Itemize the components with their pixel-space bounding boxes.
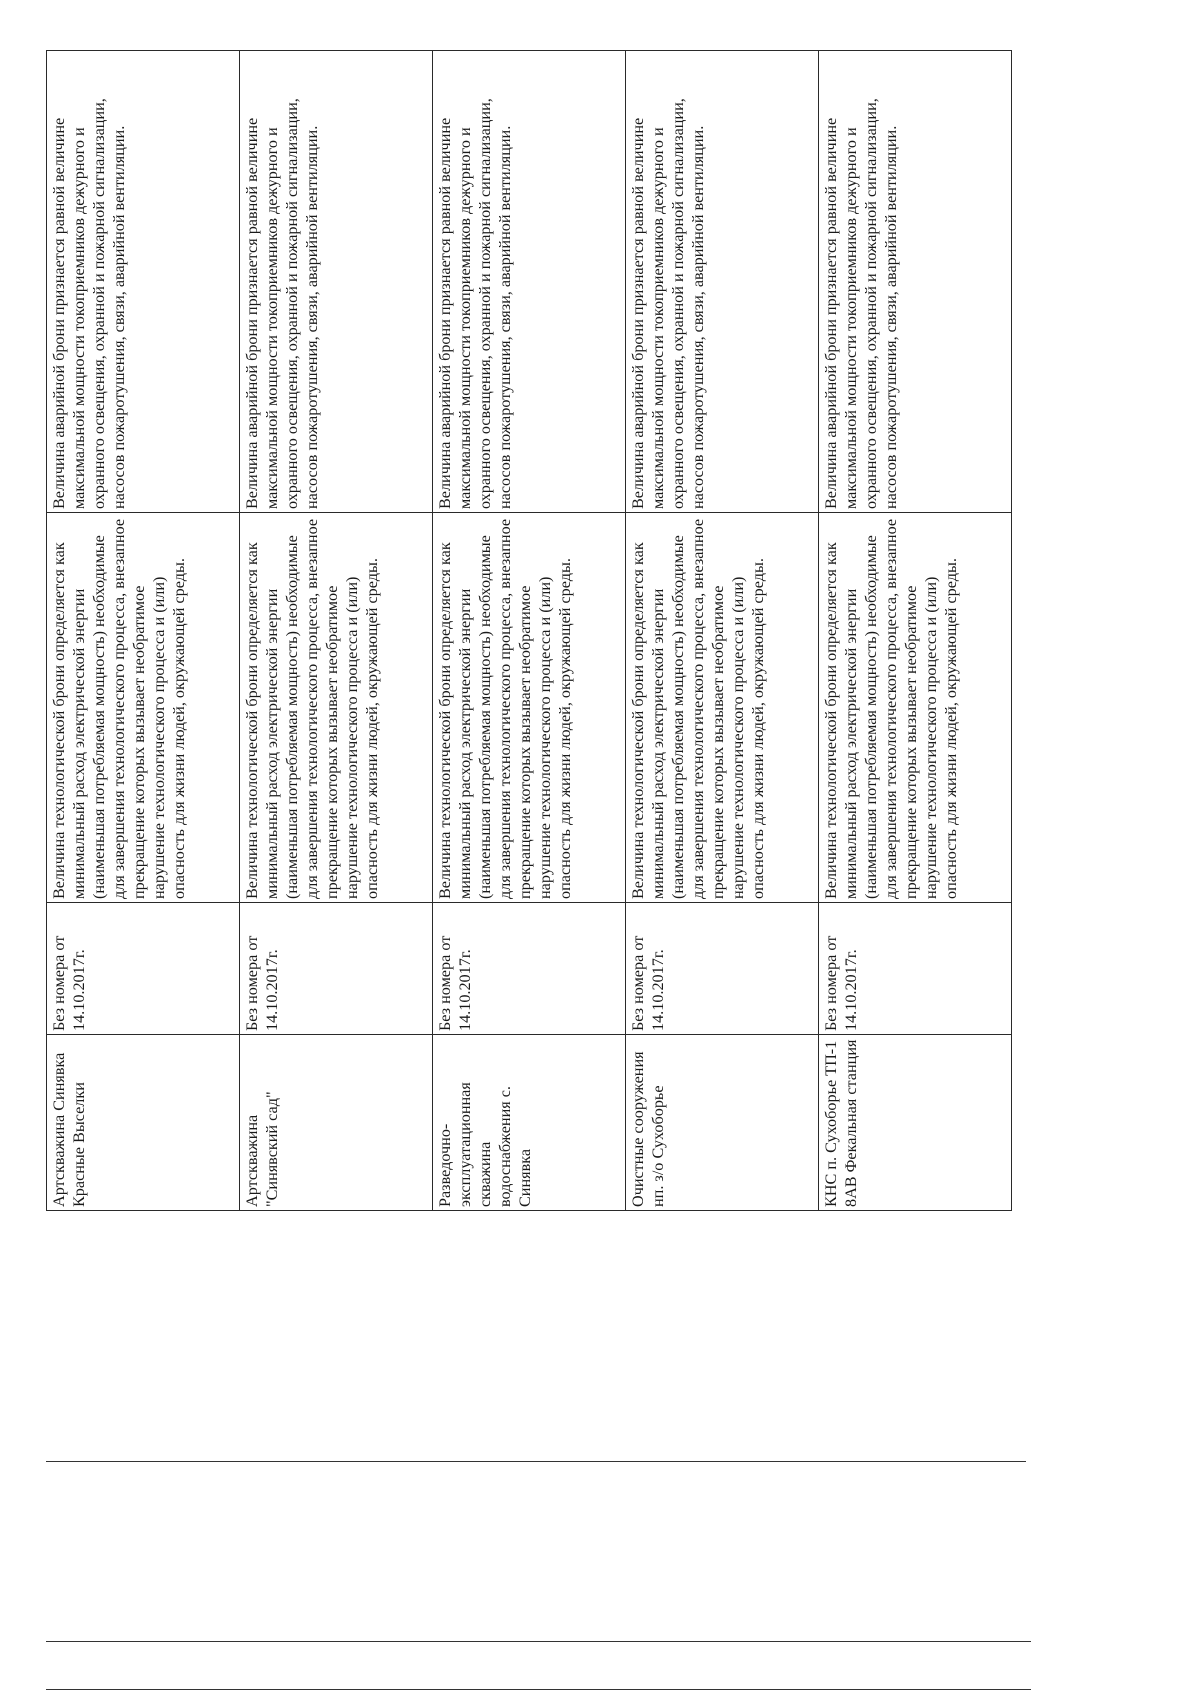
technological-reserve-cell: Величина технологической брони определяется как минимальный расход электрической энергии (наименьшая потребляемая мощность) необходимые для завершения технологического процесса, внезапное прекращение которых вызывает необратимое нарушение технологического процесса и (или) опасность для жизни людей, окружающей среды. bbox=[819, 513, 1012, 903]
document-cell: Без номера от 14.10.2017г. bbox=[819, 903, 1012, 1035]
object-name-cell: Очистные сооружения нп. з/о Сухоборье bbox=[626, 1035, 819, 1211]
technological-reserve-cell: Величина технологической брони определяется как минимальный расход электрической энергии (наименьшая потребляемая мощность) необходимые для завершения технологического процесса, внезапное прекращение которых вызывает необратимое нарушение технологического процесса и (или) опасность для жизни людей, окружающей среды. bbox=[240, 513, 433, 903]
power-reserve-table bbox=[46, 50, 1012, 1211]
emergency-reserve-cell: Величина аварийной брони признается равной величине максимальной мощности токоприемников дежурного и охранного освещения, охранной и пожарной сигнализации, насосов пожаротушения, связи, аварийной вентиляции. bbox=[626, 51, 819, 513]
object-name-cell: Артскважина Синявка Красные Выселки bbox=[47, 1035, 240, 1211]
horizontal-rule bbox=[46, 1689, 1031, 1690]
emergency-reserve-cell: Величина аварийной брони признается равной величине максимальной мощности токоприемников дежурного и охранного освещения, охранной и пожарной сигнализации, насосов пожаротушения, связи, аварийной вентиляции. bbox=[240, 51, 433, 513]
document-cell: Без номера от 14.10.2017г. bbox=[433, 903, 626, 1035]
object-name-cell: Артскважина "Синявский сад" bbox=[240, 1035, 433, 1211]
table-row bbox=[819, 51, 1012, 1211]
rotated-table-wrapper bbox=[46, 51, 1012, 1211]
table-row bbox=[626, 51, 819, 1211]
emergency-reserve-cell: Величина аварийной брони признается равной величине максимальной мощности токоприемников дежурного и охранного освещения, охранной и пожарной сигнализации, насосов пожаротушения, связи, аварийной вентиляции. bbox=[433, 51, 626, 513]
technological-reserve-cell: Величина технологической брони определяется как минимальный расход электрической энергии (наименьшая потребляемая мощность) необходимые для завершения технологического процесса, внезапное прекращение которых вызывает необратимое нарушение технологического процесса и (или) опасность для жизни людей, окружающей среды. bbox=[47, 513, 240, 903]
horizontal-rule bbox=[46, 1641, 1031, 1642]
table-row bbox=[433, 51, 626, 1211]
document-cell: Без номера от 14.10.2017г. bbox=[626, 903, 819, 1035]
object-name-cell: КНС п. Сухоборье ТП-1 8АВ Фекальная станция bbox=[819, 1035, 1012, 1211]
emergency-reserve-cell: Величина аварийной брони признается равной величине максимальной мощности токоприемников дежурного и охранного освещения, охранной и пожарной сигнализации, насосов пожаротушения, связи, аварийной вентиляции. bbox=[819, 51, 1012, 513]
document-cell: Без номера от 14.10.2017г. bbox=[47, 903, 240, 1035]
table-row bbox=[47, 51, 240, 1211]
horizontal-rule bbox=[46, 1461, 1026, 1462]
technological-reserve-cell: Величина технологической брони определяется как минимальный расход электрической энергии (наименьшая потребляемая мощность) необходимые для завершения технологического процесса, внезапное прекращение которых вызывает необратимое нарушение технологического процесса и (или) опасность для жизни людей, окружающей среды. bbox=[626, 513, 819, 903]
table-row bbox=[240, 51, 433, 1211]
object-name-cell: Разведочно-эксплуатационная скважина водоснабжения с. Синявка bbox=[433, 1035, 626, 1211]
technological-reserve-cell: Величина технологической брони определяется как минимальный расход электрической энергии (наименьшая потребляемая мощность) необходимые для завершения технологического процесса, внезапное прекращение которых вызывает необратимое нарушение технологического процесса и (или) опасность для жизни людей, окружающей среды. bbox=[433, 513, 626, 903]
document-cell: Без номера от 14.10.2017г. bbox=[240, 903, 433, 1035]
emergency-reserve-cell: Величина аварийной брони признается равной величине максимальной мощности токоприемников дежурного и охранного освещения, охранной и пожарной сигнализации, насосов пожаротушения, связи, аварийной вентиляции. bbox=[47, 51, 240, 513]
